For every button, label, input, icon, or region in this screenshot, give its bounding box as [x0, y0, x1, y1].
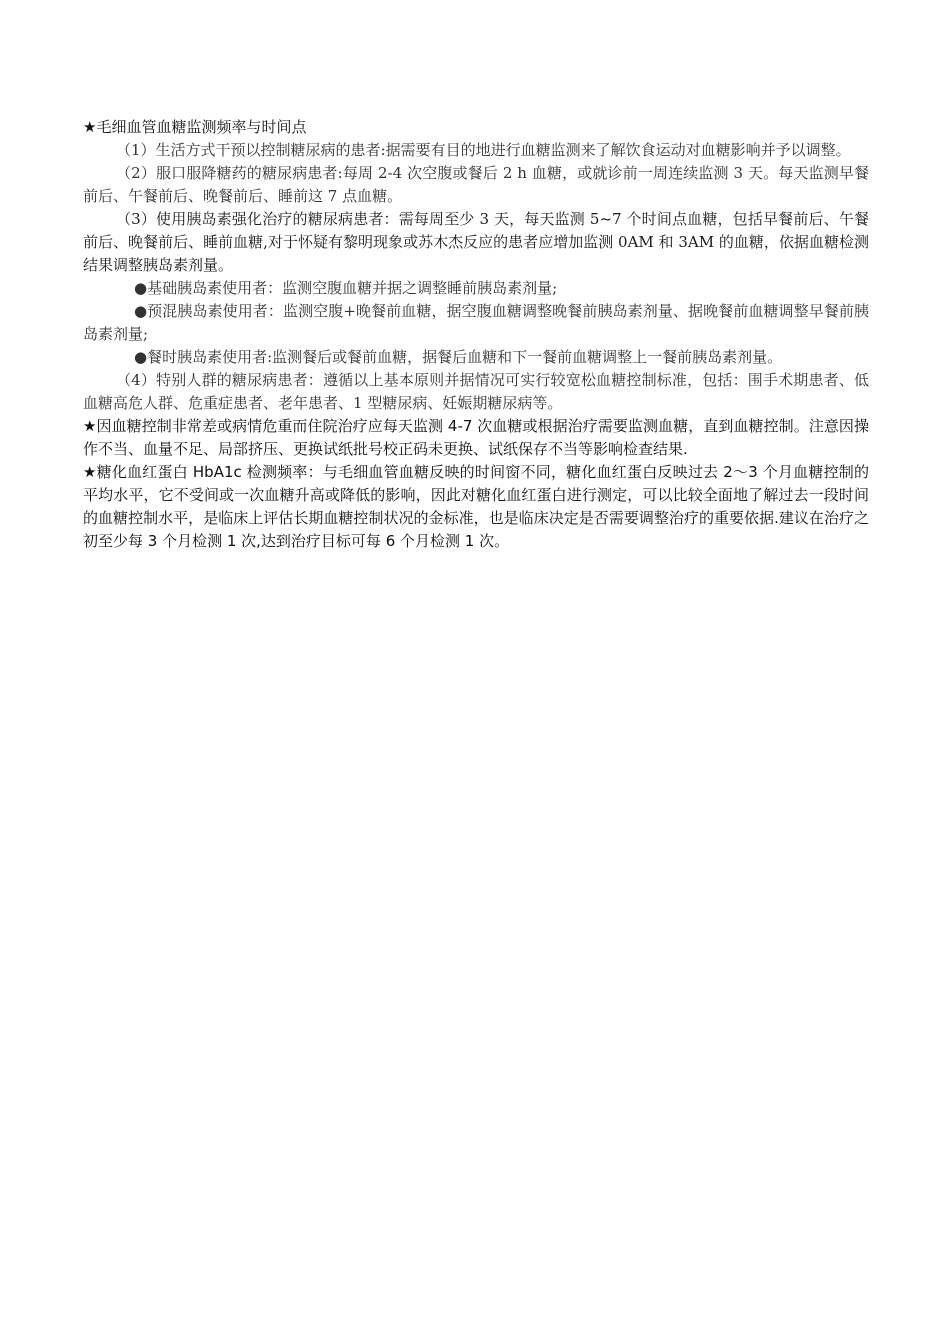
section-heading-monitoring: ★毛细血管血糖监测频率与时间点: [83, 118, 307, 136]
paragraph-hospitalized-monitoring: ★因血糖控制非常差或病情危重而住院治疗应每天监测 4-7 次血糖或根据治疗需要监测血糖，直到血糖控制。注意因操作不当、血量不足、局部挤压、更换试纸批号校正码未更换、试纸保存不当等影响检查结果.: [83, 417, 869, 458]
paragraph-special-populations: （4）特别人群的糖尿病患者：遵循以上基本原则并据情况可实行较宽松血糖控制标准，包括：围手术期患者、低血糖高危人群、危重症患者、老年患者、1 型糖尿病、妊娠期糖尿病等。: [83, 371, 869, 412]
document-page: [83, 116, 869, 553]
paragraph-insulin-intensive-patients: （3）使用胰岛素强化治疗的糖尿病患者：需每周至少 3 天，每天监测 5~7 个时间点血糖，包括早餐前后、午餐前后、晚餐前后、睡前血糖,对于怀疑有黎明现象或苏木杰反应的患者应增加监测 0AM 和 3AM 的血糖，依据血糖检测结果调整胰岛素剂量。: [83, 210, 869, 274]
bullet-mealtime-insulin: ●餐时胰岛素使用者:监测餐后或餐前血糖，据餐后血糖和下一餐前血糖调整上一餐前胰岛素剂量。: [134, 348, 783, 366]
bullet-basal-insulin: ●基础胰岛素使用者：监测空腹血糖并据之调整睡前胰岛素剂量;: [134, 279, 558, 297]
paragraph-hba1c-frequency: ★糖化血红蛋白 HbA1c 检测频率：与毛细血管血糖反映的时间窗不同，糖化血红蛋白反映过去 2～3 个月血糖控制的平均水平，它不受间或一次血糖升高或降低的影响，因此对糖化血红蛋白进行测定，可以比较全面地了解过去一段时间的血糖控制水平，是临床上评估长期血糖控制状况的金标准，也是临床决定是否需要调整治疗的重要依据.建议在治疗之初至少每 3 个月检测 1 次,达到治疗目标可每 6 个月检测 1 次。: [83, 463, 869, 550]
paragraph-lifestyle-patients: （1）生活方式干预以控制糖尿病的患者:据需要有目的地进行血糖监测来了解饮食运动对血糖影响并予以调整。: [116, 141, 851, 159]
bullet-premixed-insulin: ●预混胰岛素使用者：监测空腹+晚餐前血糖，据空腹血糖调整晚餐前胰岛素剂量、据晚餐前血糖调整早餐前胰岛素剂量;: [83, 302, 869, 343]
paragraph-oral-drug-patients: （2）服口服降糖药的糖尿病患者:每周 2-4 次空腹或餐后 2 h 血糖，或就诊前一周连续监测 3 天。每天监测早餐前后、午餐前后、晚餐前后、睡前这 7 点血糖。: [83, 164, 869, 205]
